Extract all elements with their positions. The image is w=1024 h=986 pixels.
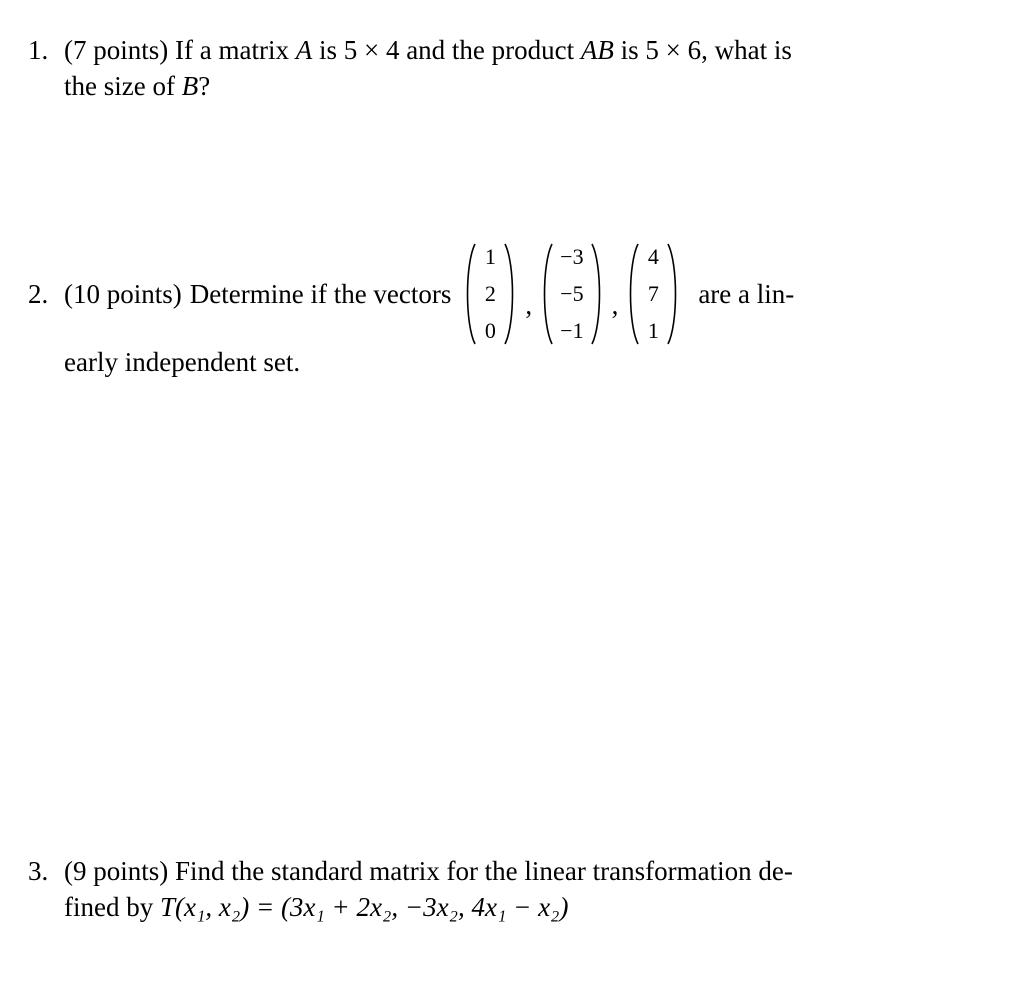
left-paren-icon — [461, 242, 477, 346]
vector-1-entry: 1 — [484, 244, 496, 269]
problem-1-points: (7 points) — [64, 35, 169, 65]
variable-B: B — [181, 71, 199, 101]
right-paren-icon — [590, 242, 606, 346]
problem-1-text-c: is 5 × 6, what is — [620, 35, 792, 65]
right-paren-icon — [666, 242, 682, 346]
right-paren-icon — [503, 242, 519, 346]
problem-1 — [28, 32, 938, 104]
vector-2-entry: −1 — [560, 318, 584, 343]
vector-3 — [624, 242, 682, 346]
vector-2-entry: −3 — [560, 244, 584, 269]
problem-1-text-b: is 5 × 4 and the product — [318, 35, 575, 65]
left-paren-icon — [624, 242, 640, 346]
problem-3-line-1 — [28, 853, 938, 889]
vector-1-entry: 0 — [484, 318, 496, 343]
problem-1-text-a: If a matrix — [175, 35, 289, 65]
vector-3-entry: 1 — [647, 318, 659, 343]
vector-separator: , — [525, 289, 533, 320]
problem-3-line-2 — [28, 889, 938, 925]
problem-2 — [28, 242, 794, 346]
problem-2-text-after: are a lin- — [698, 278, 795, 309]
problem-3-line-2-prefix: fined by — [64, 892, 154, 922]
problem-1-line-1 — [28, 32, 938, 68]
problem-2-points: (10 points) — [64, 278, 182, 309]
variable-AB: AB — [580, 35, 614, 65]
problem-1-line-2-text: the size of — [64, 71, 175, 101]
problem-3-points: (9 points) — [64, 856, 169, 886]
problem-3-number: 3. — [28, 856, 49, 886]
vector-separator: , — [611, 289, 619, 320]
vector-2-entry: −5 — [560, 281, 584, 306]
vector-3-entry: 4 — [647, 244, 659, 269]
left-paren-icon — [538, 242, 554, 346]
vector-2 — [538, 242, 605, 346]
problem-2-text-before: Determine if the vectors — [189, 278, 452, 309]
problem-3 — [28, 853, 938, 925]
problem-3-line-1-text: Find the standard matrix for the linear transformation de- — [175, 856, 793, 886]
vector-3-entry: 7 — [647, 281, 659, 306]
vector-1-entry: 2 — [484, 281, 496, 306]
vector-1 — [461, 242, 519, 346]
problem-2-number: 2. — [28, 278, 49, 309]
variable-A: A — [295, 35, 313, 65]
transformation-formula: T(x₁, x₂) = (3x₁ + 2x₂, −3x₂, 4x₁ − x₂) — [159, 892, 569, 922]
problem-1-number: 1. — [28, 35, 49, 65]
problem-2-line-2: early independent set. — [64, 347, 301, 377]
problem-1-question-mark: ? — [198, 71, 211, 101]
problem-1-line-2 — [28, 68, 938, 104]
